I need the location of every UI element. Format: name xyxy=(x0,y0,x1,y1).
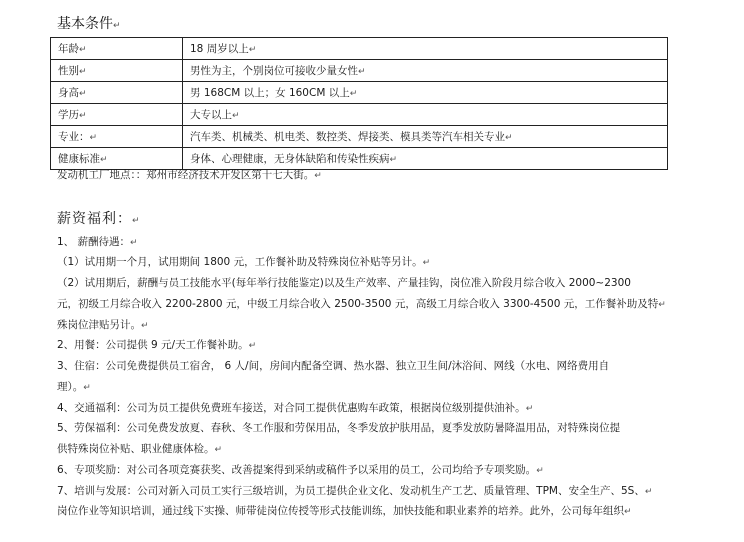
row-value xyxy=(183,104,668,126)
line-text: 岗位作业等知识培训，通过线下实操、师带徒岗位传授等形式技能训练，加快技能和职业素养的培养。此外，公司每年组织 xyxy=(57,505,624,517)
paragraph-mark: ↵ xyxy=(349,89,358,99)
line-text: （2）试用期后，薪酬与员工技能水平(每年举行技能鉴定)以及生产效率、产量挂钩，岗位准入阶段月综合收入 2000~2300 xyxy=(57,277,631,289)
paragraph-mark: ↵ xyxy=(79,89,87,99)
row-value xyxy=(183,60,668,82)
paragraph-mark: ↵ xyxy=(658,300,666,310)
benefits-line xyxy=(57,254,430,271)
line-text: 2、用餐：公司提供 9 元/天工作餐补助。 xyxy=(57,339,249,351)
table-row xyxy=(51,38,668,60)
row-value xyxy=(183,82,668,104)
row-label xyxy=(51,104,183,126)
value-text: 男性为主，个别岗位可接收少量女性 xyxy=(190,65,358,77)
row-value xyxy=(183,126,668,148)
paragraph-mark: ↵ xyxy=(525,404,534,414)
benefits-line xyxy=(57,234,138,251)
benefits-line xyxy=(57,420,620,436)
requirements-table xyxy=(50,37,668,170)
benefits-line xyxy=(57,296,666,313)
value-text: 大专以上 xyxy=(190,109,232,121)
label-text: 专业： xyxy=(58,131,90,143)
basic-conditions-heading xyxy=(57,13,121,37)
row-value xyxy=(183,38,668,60)
line-text: 4、交通福利：公司为员工提供免费班车接送，对合同工提供优惠购车政策，根据岗位级别提供油补。 xyxy=(57,402,526,414)
row-label xyxy=(51,60,183,82)
benefits-line xyxy=(57,503,632,520)
line-text: 6、专项奖励：对公司各项竞赛获奖、改善提案得到采纳或稿件予以采用的员工，公司均给予专项奖励。 xyxy=(57,464,537,476)
table-row xyxy=(51,104,668,126)
value-text: 汽车类、机械类、机电类、数控类、焊接类、模具类等汽车相关专业 xyxy=(190,131,505,143)
paragraph-mark: ↵ xyxy=(248,45,257,55)
factory-address xyxy=(57,167,322,184)
paragraph-mark: ↵ xyxy=(89,133,98,143)
paragraph-mark: ↵ xyxy=(422,258,431,268)
row-label xyxy=(51,82,183,104)
benefits-line xyxy=(57,317,149,334)
paragraph-mark: ↵ xyxy=(79,45,87,55)
paragraph-mark: ↵ xyxy=(505,133,513,143)
paragraph-mark: ↵ xyxy=(536,466,544,476)
label-text: 性别 xyxy=(58,65,79,77)
table-row xyxy=(51,126,668,148)
paragraph-mark: ↵ xyxy=(624,507,632,517)
paragraph-mark: ↵ xyxy=(130,238,138,248)
paragraph-mark: ↵ xyxy=(644,487,653,497)
line-text: 殊岗位津贴另计。 xyxy=(57,319,141,331)
value-text: 18 周岁以上 xyxy=(190,43,249,55)
label-text: 身高 xyxy=(58,87,79,99)
benefits-line xyxy=(57,275,631,291)
heading-text: 基本条件 xyxy=(57,16,113,32)
table-row xyxy=(51,60,668,82)
paragraph-mark: ↵ xyxy=(248,341,257,351)
paragraph-mark: ↵ xyxy=(358,67,366,77)
paragraph-mark: ↵ xyxy=(214,445,223,455)
line-text: 3、住宿：公司免费提供员工宿舍， 6 人/间，房间内配备空调、热水器、独立卫生间/沐浴间、网线（水电、网络费用自 xyxy=(57,360,610,372)
line-text: 供特殊岗位补贴、职业健康体检。 xyxy=(57,443,215,455)
paragraph-mark: ↵ xyxy=(141,321,149,331)
label-text: 健康标准 xyxy=(58,153,100,165)
address-text: 发动机工厂地点：：郑州市经济技术开发区第十七大街。 xyxy=(57,169,315,181)
benefits-line xyxy=(57,483,652,500)
value-text: 身体、心理健康，无身体缺陷和传染性疾病 xyxy=(190,153,390,165)
benefits-line xyxy=(57,379,91,396)
paragraph-mark: ↵ xyxy=(83,383,91,393)
label-text: 年龄 xyxy=(58,43,79,55)
line-text: 理）。 xyxy=(57,381,84,393)
paragraph-mark: ↵ xyxy=(79,67,87,77)
paragraph-mark: ↵ xyxy=(100,155,108,165)
line-text: （1）试用期一个月，试用期间 1800 元，工作餐补助及特殊岗位补贴等另计。 xyxy=(57,256,423,268)
benefits-line xyxy=(57,400,533,417)
paragraph-mark: ↵ xyxy=(314,171,322,181)
line-text: 1、 薪酬待遇： xyxy=(57,236,131,248)
benefits-line xyxy=(57,462,544,479)
benefits-line xyxy=(57,358,609,374)
benefits-heading xyxy=(57,208,141,232)
paragraph-mark: ↵ xyxy=(79,111,87,121)
value-text: 男 168CM 以上；女 160CM 以上 xyxy=(190,87,350,99)
heading-text: 薪资福利： xyxy=(57,211,132,227)
table-row xyxy=(51,82,668,104)
row-label xyxy=(51,38,183,60)
benefits-line xyxy=(57,441,222,458)
paragraph-mark: ↵ xyxy=(132,216,141,226)
paragraph-mark: ↵ xyxy=(389,155,398,165)
row-label xyxy=(51,126,183,148)
paragraph-mark: ↵ xyxy=(113,21,121,31)
paragraph-mark: ↵ xyxy=(232,111,240,121)
line-text: 元，初级工月综合收入 2200-2800 元，中级工月综合收入 2500-3500 元，高级工月综合收入 3300-4500 元，工作餐补助及特 xyxy=(57,298,659,310)
benefits-line xyxy=(57,337,256,354)
line-text: 7、培训与发展：公司对新入司员工实行三级培训，为员工提供企业文化、发动机生产工艺、质量管理、TPM、安全生产、5S、 xyxy=(57,485,645,497)
label-text: 学历 xyxy=(58,109,79,121)
line-text: 5、劳保福利：公司免费发放夏、春秋、冬工作服和劳保用品，冬季发放护肤用品，夏季发放防暑降温用品，对特殊岗位提 xyxy=(57,422,621,434)
